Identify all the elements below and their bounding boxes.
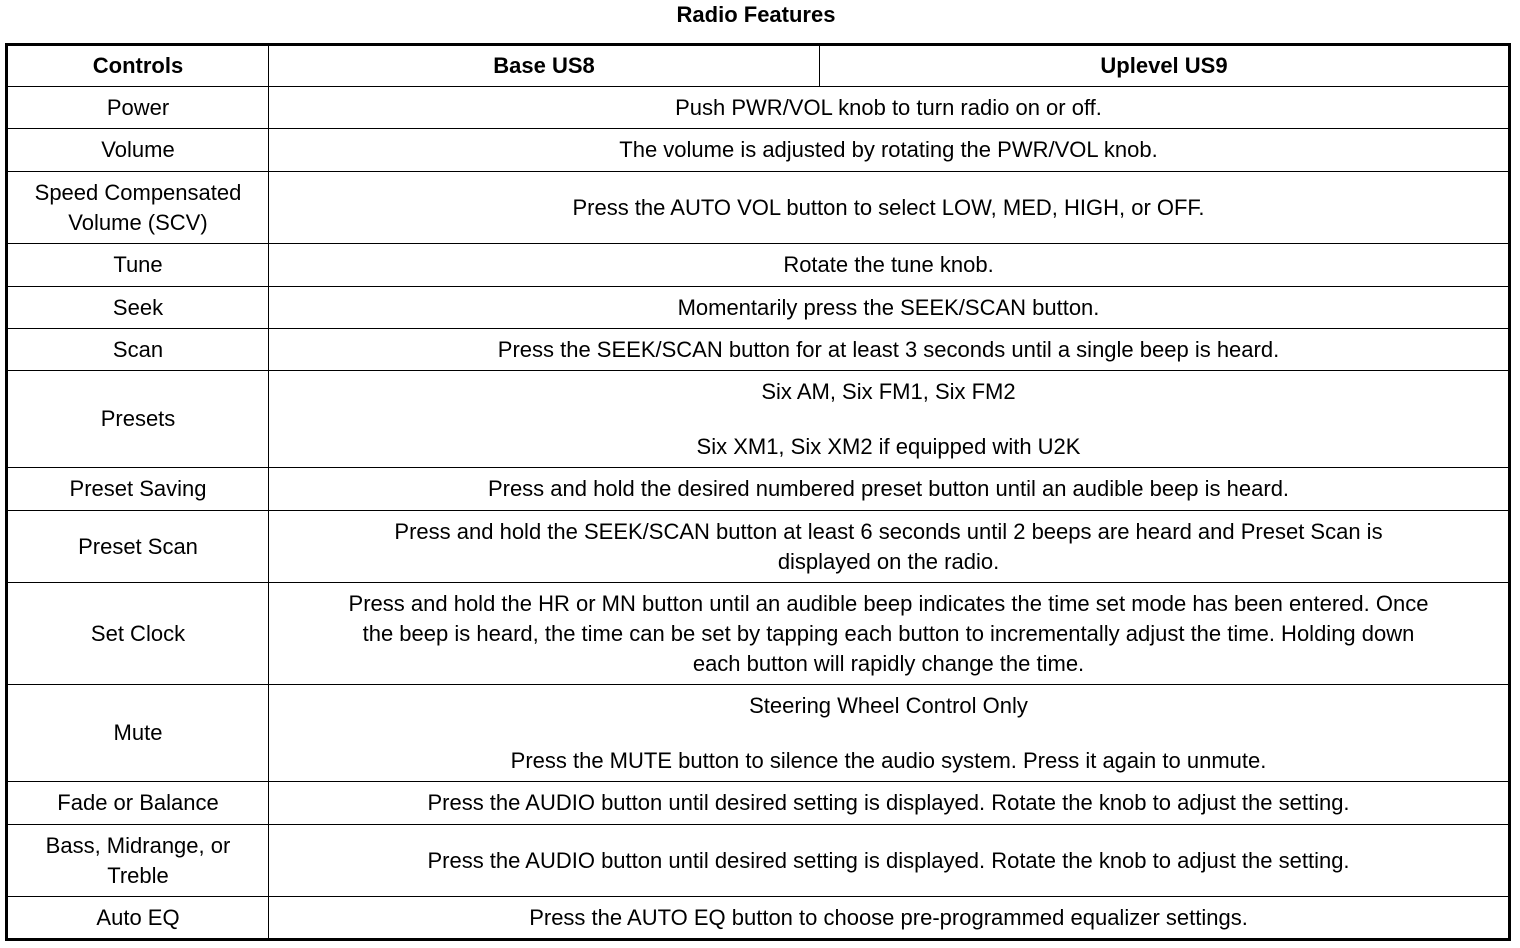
table-row — [7, 511, 1510, 583]
control-name: Scan — [7, 329, 269, 371]
description-line: the beep is heard, the time can be set by tapping each button to incrementally adjust the time. Holding down — [362, 620, 1415, 646]
page-title: Radio Features — [676, 2, 836, 27]
description-line: Six AM, Six FM1, Six FM2 — [761, 378, 1016, 404]
control-name: Tune — [7, 244, 269, 287]
control-description — [269, 511, 1510, 583]
control-name: Presets — [7, 371, 269, 468]
control-name: Volume — [7, 129, 269, 172]
control-name — [7, 825, 269, 897]
control-description: Press the AUTO EQ button to choose pre-programmed equalizer settings. — [269, 897, 1510, 940]
control-name-line: Treble — [107, 862, 169, 888]
table-row — [7, 468, 1510, 511]
control-name: Preset Saving — [7, 468, 269, 511]
table-row — [7, 329, 1510, 371]
description-line: Steering Wheel Control Only — [749, 692, 1028, 718]
table-row — [7, 685, 1510, 782]
control-name-line: Speed Compensated — [34, 179, 242, 205]
header-controls: Controls — [7, 45, 269, 87]
control-name: Set Clock — [7, 583, 269, 685]
table-row — [7, 287, 1510, 329]
paragraph-gap — [271, 407, 1506, 432]
header-uplevel-us9: Uplevel US9 — [820, 45, 1510, 87]
control-name-line: Volume (SCV) — [68, 209, 208, 235]
description-line: Press the MUTE button to silence the audio system. Press it again to unmute. — [510, 747, 1267, 773]
table-row — [7, 129, 1510, 172]
control-name: Power — [7, 87, 269, 129]
description-line: Press and hold the HR or MN button until an audible beep indicates the time set mode has been entered. Once — [348, 590, 1429, 616]
control-description: Rotate the tune knob. — [269, 244, 1510, 287]
table-row — [7, 825, 1510, 897]
description-line: Six XM1, Six XM2 if equipped with U2K — [696, 433, 1081, 459]
control-description: Press the AUDIO button until desired setting is displayed. Rotate the knob to adjust the setting. — [269, 825, 1510, 897]
control-description: The volume is adjusted by rotating the PWR/VOL knob. — [269, 129, 1510, 172]
control-name: Seek — [7, 287, 269, 329]
header-base-us8: Base US8 — [269, 45, 820, 87]
control-description: Push PWR/VOL knob to turn radio on or off. — [269, 87, 1510, 129]
control-name: Auto EQ — [7, 897, 269, 940]
control-description: Momentarily press the SEEK/SCAN button. — [269, 287, 1510, 329]
paragraph-gap — [271, 721, 1506, 746]
control-name: Mute — [7, 685, 269, 782]
header-row — [7, 45, 1510, 87]
control-name — [7, 172, 269, 244]
control-description — [269, 583, 1510, 685]
table-row — [7, 244, 1510, 287]
control-name: Fade or Balance — [7, 782, 269, 825]
table-row — [7, 172, 1510, 244]
control-name: Preset Scan — [7, 511, 269, 583]
control-description — [269, 371, 1510, 468]
table-row — [7, 87, 1510, 129]
description-line: each button will rapidly change the time. — [692, 650, 1085, 676]
control-description: Press the AUTO VOL button to select LOW, MED, HIGH, or OFF. — [269, 172, 1510, 244]
table-row — [7, 782, 1510, 825]
control-description — [269, 685, 1510, 782]
description-line: Press and hold the SEEK/SCAN button at least 6 seconds until 2 beeps are heard and Preset Scan is — [394, 518, 1383, 544]
control-description: Press the AUDIO button until desired setting is displayed. Rotate the knob to adjust the setting. — [269, 782, 1510, 825]
control-name-line: Bass, Midrange, or — [45, 832, 231, 858]
description-line: displayed on the radio. — [777, 548, 1000, 574]
table-row — [7, 897, 1510, 940]
control-description: Press the SEEK/SCAN button for at least 3 seconds until a single beep is heard. — [269, 329, 1510, 371]
table-row — [7, 371, 1510, 468]
radio-features-table — [5, 43, 1511, 941]
table-row — [7, 583, 1510, 685]
control-description: Press and hold the desired numbered preset button until an audible beep is heard. — [269, 468, 1510, 511]
